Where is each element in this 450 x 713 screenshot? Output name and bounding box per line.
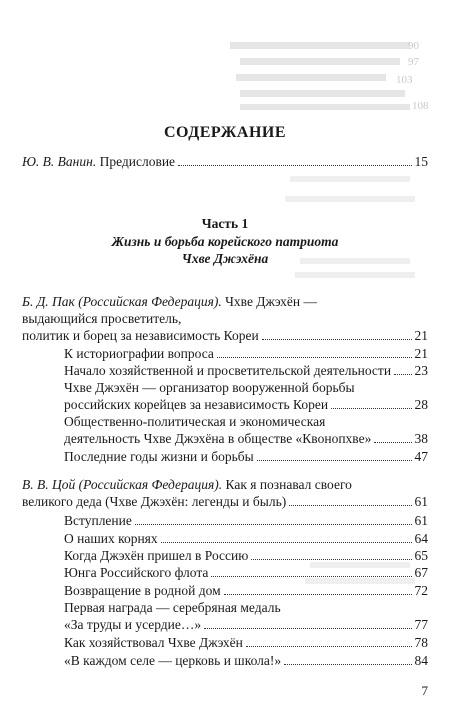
leader-dots	[178, 165, 411, 166]
entry-page: 15	[414, 154, 428, 169]
part-heading: Часть 1	[201, 216, 249, 231]
page-title: СОДЕРЖАНИЕ	[163, 124, 287, 141]
section-heading[interactable]: В. В. Цой (Российская Федерация). Как я познавал своего	[22, 477, 352, 492]
bleed-number: 90	[408, 40, 419, 52]
toc-entry[interactable]: К историографии вопроса 21	[64, 346, 428, 361]
toc-entry[interactable]: Последние годы жизни и борьбы 47	[64, 449, 428, 464]
toc-entry[interactable]: Вступление 61	[64, 513, 428, 528]
bleed-number: 97	[408, 56, 419, 68]
page-number: 7	[421, 683, 428, 698]
toc-entry[interactable]: Возвращение в родной дом 72	[64, 583, 428, 598]
entry-label: Ю. В. Ванин. Предисловие	[22, 154, 176, 169]
part-subtitle: Жизнь и борьба корейского патриота	[111, 234, 339, 249]
toc-entry[interactable]: О наших корнях 64	[64, 531, 428, 546]
toc-entry[interactable]: Когда Джэхён пришел в Россию 65	[64, 548, 428, 563]
toc-entry-line: Первая награда — серебряная медаль	[64, 600, 281, 615]
entry-page: 21	[414, 328, 428, 343]
toc-entry-line: Чхве Джэхён — организатор вооруженной борьбы	[64, 380, 355, 395]
bleed-number: 103	[396, 74, 413, 86]
toc-entry-line: Общественно-политическая и экономическая	[64, 414, 326, 429]
toc-entry[interactable]: «В каждом селе — церковь и школа!» 84	[64, 653, 428, 668]
leader-dots	[262, 339, 412, 340]
toc-entry[interactable]: деятельность Чхве Джэхёна в обществе «Квонопхве» 38	[64, 431, 428, 446]
part-subtitle: Чхве Джэхёна	[181, 251, 269, 266]
toc-entry[interactable]: «За труды и усердие…» 77	[64, 617, 428, 632]
section-heading[interactable]: Б. Д. Пак (Российская Федерация). Чхве Джэхён —	[22, 294, 317, 309]
toc-entry[interactable]: Начало хозяйственной и просветительской деятельности 23	[64, 363, 428, 378]
toc-entry[interactable]: Как хозяйствовал Чхве Джэхён 78	[64, 635, 428, 650]
bleed-number: 108	[412, 100, 429, 110]
toc-entry-section[interactable]: великого деда (Чхве Джэхён: легенды и быль) 61	[22, 494, 428, 509]
section-heading-line: выдающийся просветитель,	[22, 311, 182, 326]
toc-entry-preface[interactable]	[22, 153, 428, 170]
toc-entry[interactable]: российских корейцев за независимость Кореи 28	[64, 397, 428, 412]
toc-entry[interactable]: Юнга Российского флота 67	[64, 565, 428, 580]
toc-entry-section[interactable]: политик и борец за независимость Кореи 21	[22, 328, 428, 343]
